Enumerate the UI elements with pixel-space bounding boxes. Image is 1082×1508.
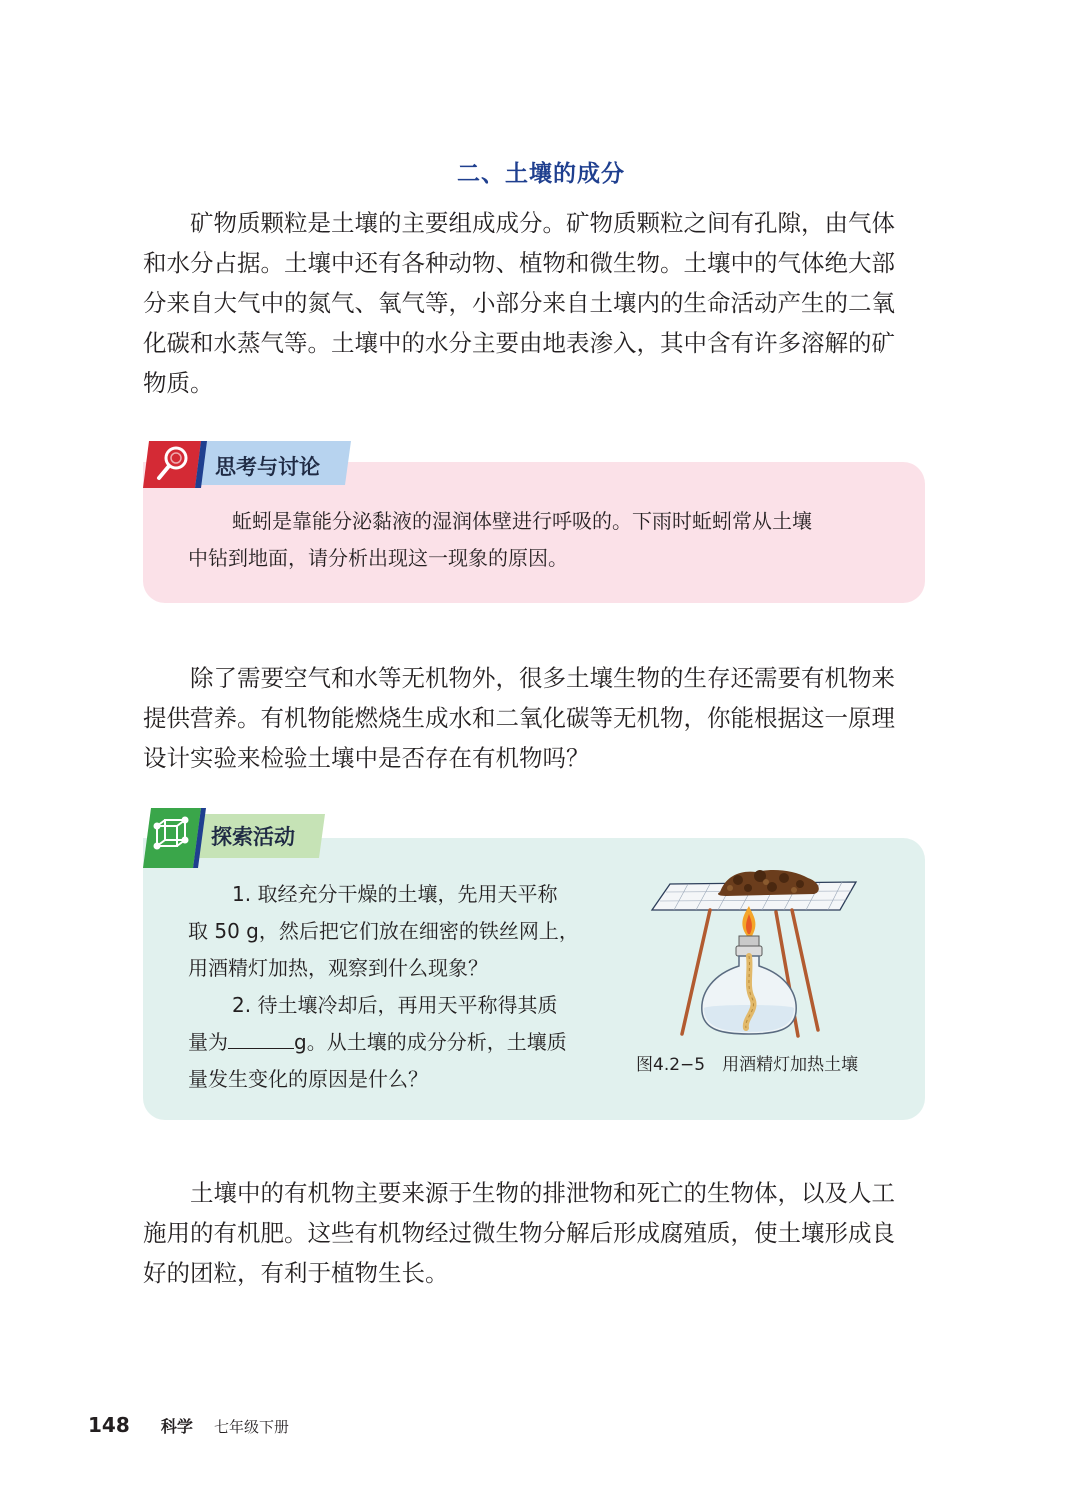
text-line: 蚯蚓是靠能分泌黏液的湿润体壁进行呼吸的。下雨时蚯蚓常从土壤 — [232, 509, 812, 533]
book-grade: 七年级下册 — [213, 1418, 289, 1436]
text-fragment: 量为 — [188, 1030, 228, 1054]
text-line — [188, 1024, 579, 1061]
page-footer — [88, 1413, 289, 1437]
text-line: 除了需要空气和水等无机物外，很多土壤生物的生存还需要有机物来 — [190, 664, 895, 692]
activity-text — [188, 876, 579, 1098]
section-title: 二、土壤的成分 — [457, 161, 625, 187]
text-line: 施用的有机肥。这些有机物经过微生物分解后形成腐殖质，使土壤形成良 — [143, 1219, 895, 1247]
alcohol-lamp-figure — [648, 862, 860, 1042]
text-fragment: g。从土壤的成分分析，土壤质 — [294, 1030, 567, 1054]
paragraph-humus — [143, 1173, 925, 1293]
text-line: 1. 取经充分干燥的土壤，先用天平称 — [232, 882, 558, 906]
text-line: 设计实验来检验土壤中是否存在有机物吗？ — [143, 744, 590, 772]
discussion-text — [188, 503, 812, 577]
text-line: 中钻到地面，请分析出现这一现象的原因。 — [188, 546, 568, 570]
book-subject: 科学 — [160, 1417, 193, 1436]
text-line: 土壤中的有机物主要来源于生物的排泄物和死亡的生物体，以及人工 — [190, 1179, 895, 1207]
text-line: 和水分占据。土壤中还有各种动物、植物和微生物。土壤中的气体绝大部 — [143, 249, 895, 277]
answer-blank[interactable] — [228, 1029, 294, 1049]
paragraph-mineral — [143, 203, 925, 403]
text-line: 用酒精灯加热，观察到什么现象？ — [188, 956, 488, 980]
text-line: 提供营养。有机物能燃烧生成水和二氧化碳等无机物，你能根据这一原理 — [143, 704, 895, 732]
activity-tab — [143, 808, 325, 858]
text-line: 分来自大气中的氮气、氧气等，小部分来自土壤内的生命活动产生的二氧 — [143, 289, 895, 317]
text-line: 好的团粒，有利于植物生长。 — [143, 1259, 449, 1287]
activity-title: 探索活动 — [211, 825, 295, 849]
text-line: 物质。 — [143, 369, 214, 397]
text-line: 化碳和水蒸气等。土壤中的水分主要由地表渗入，其中含有许多溶解的矿 — [143, 329, 895, 357]
text-line: 矿物质颗粒是土壤的主要组成成分。矿物质颗粒之间有孔隙，由气体 — [190, 209, 895, 237]
page-number: 148 — [88, 1413, 130, 1437]
discussion-title: 思考与讨论 — [215, 455, 320, 479]
text-line: 2. 待土壤冷却后，再用天平称得其质 — [232, 993, 558, 1017]
text-line: 量发生变化的原因是什么？ — [188, 1067, 428, 1091]
text-line: 取 50 g，然后把它们放在细密的铁丝网上， — [188, 919, 579, 943]
figure-caption: 图4.2−5 用酒精灯加热土壤 — [636, 1055, 859, 1075]
paragraph-organic — [143, 658, 925, 778]
discussion-tab — [143, 438, 355, 488]
